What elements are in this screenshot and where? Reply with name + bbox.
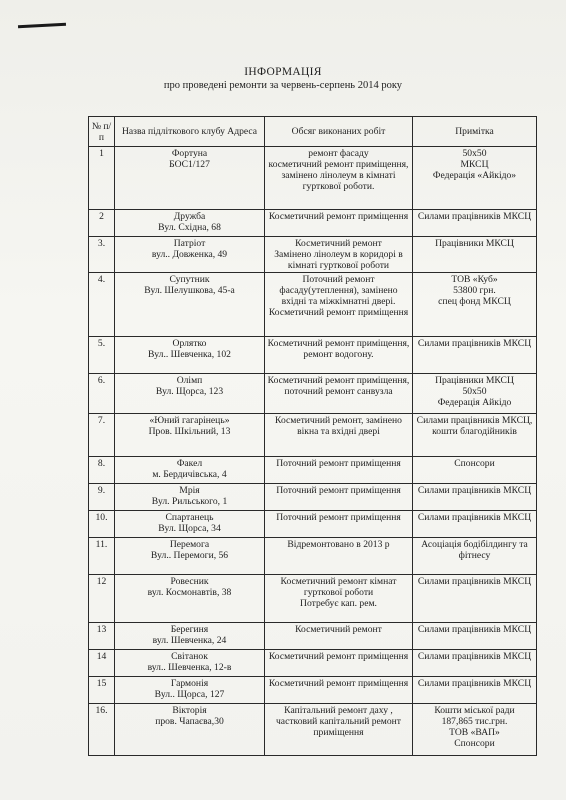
cell-note: Силами працівників МКСЦ (413, 623, 537, 650)
cell-work: Капітальний ремонт даху , частковий капітальний ремонт приміщення (265, 704, 413, 756)
cell-number: 11. (89, 538, 115, 575)
cell-note: Силами працівників МКСЦ (413, 210, 537, 237)
cell-club: Перемога Вул.. Перемоги, 56 (115, 538, 265, 575)
cell-note: ТОВ «Куб» 53800 грн. спец фонд МКСЦ (413, 273, 537, 337)
cell-number: 3. (89, 237, 115, 273)
table-row (89, 650, 537, 677)
cell-number: 13 (89, 623, 115, 650)
cell-club: Орлятко Вул.. Шевченка, 102 (115, 337, 265, 374)
cell-note: Силами працівників МКСЦ, кошти благодійників (413, 414, 537, 457)
table-body (89, 147, 537, 756)
cell-note: Силами працівників МКСЦ (413, 511, 537, 538)
cell-work: Поточний ремонт фасаду(утеплення), замінено вхідні та міжкімнатні двері. Косметичний ремонт приміщення (265, 273, 413, 337)
scan-mark (18, 23, 66, 29)
table-row (89, 575, 537, 623)
table-row (89, 677, 537, 704)
cell-work: Косметичний ремонт приміщення (265, 210, 413, 237)
table-row (89, 337, 537, 374)
cell-work: Косметичний ремонт приміщення, ремонт водогону. (265, 337, 413, 374)
cell-club: Світанок вул.. Шевченка, 12-в (115, 650, 265, 677)
column-header-number: № п/п (89, 117, 115, 147)
document-title: ІНФОРМАЦІЯ (244, 66, 322, 78)
cell-note: 50х50 МКСЦ Федерація «Айкідо» (413, 147, 537, 210)
cell-note: Силами працівників МКСЦ (413, 337, 537, 374)
cell-note: Силами працівників МКСЦ (413, 575, 537, 623)
cell-note: Працівники МКСЦ (413, 237, 537, 273)
table-row (89, 374, 537, 414)
cell-work: Косметичний ремонт приміщення (265, 677, 413, 704)
cell-number: 15 (89, 677, 115, 704)
cell-note: Силами працівників МКСЦ (413, 677, 537, 704)
cell-note: Силами працівників МКСЦ (413, 650, 537, 677)
cell-club: Фортуна БОС1/127 (115, 147, 265, 210)
cell-club: Олімп Вул. Щорса, 123 (115, 374, 265, 414)
cell-number: 14 (89, 650, 115, 677)
cell-number: 12 (89, 575, 115, 623)
cell-club: Берегиня вул. Шевченка, 24 (115, 623, 265, 650)
cell-number: 8. (89, 457, 115, 484)
cell-number: 6. (89, 374, 115, 414)
table-row (89, 273, 537, 337)
table-row (89, 457, 537, 484)
column-header-work: Обсяг виконаних робіт (265, 117, 413, 147)
cell-number: 16. (89, 704, 115, 756)
cell-note: Асоціація бодібілдингу та фітнесу (413, 538, 537, 575)
repairs-table (88, 116, 537, 756)
cell-club: Спартанець Вул. Щорса, 34 (115, 511, 265, 538)
cell-work: Косметичний ремонт, замінено вікна та вхідні двері (265, 414, 413, 457)
table-row (89, 623, 537, 650)
cell-number: 1 (89, 147, 115, 210)
cell-work: Косметичний ремонт Замінено лінолеум в коридорі в кімнаті гурткової роботи (265, 237, 413, 273)
cell-work: Косметичний ремонт кімнат гурткової роботи Потребує кап. рем. (265, 575, 413, 623)
cell-work: Поточний ремонт приміщення (265, 511, 413, 538)
cell-number: 10. (89, 511, 115, 538)
table-row (89, 484, 537, 511)
cell-work: ремонт фасаду косметичний ремонт приміщення, замінено лінолеум в кімнаті гурткової роботи. (265, 147, 413, 210)
table-row (89, 210, 537, 237)
cell-work: Косметичний ремонт приміщення (265, 650, 413, 677)
cell-number: 4. (89, 273, 115, 337)
cell-club: Гармонія Вул.. Щорса, 127 (115, 677, 265, 704)
column-header-club: Назва підліткового клубу Адреса (115, 117, 265, 147)
cell-club: Ровесник вул. Космонавтів, 38 (115, 575, 265, 623)
cell-work: Поточний ремонт приміщення (265, 484, 413, 511)
cell-number: 9. (89, 484, 115, 511)
cell-club: «Юний гагарінець» Пров. Шкільний, 13 (115, 414, 265, 457)
table-row (89, 414, 537, 457)
cell-club: Вікторія пров. Чапаєва,30 (115, 704, 265, 756)
cell-number: 7. (89, 414, 115, 457)
cell-note: Кошти міської ради 187,865 тис.грн. ТОВ «ВАП» Спонсори (413, 704, 537, 756)
cell-work: Косметичний ремонт приміщення, поточний ремонт санвузла (265, 374, 413, 414)
document-subtitle: про проведені ремонти за червень-серпень 2014 року (163, 80, 403, 91)
cell-club: Мрія Вул. Рильського, 1 (115, 484, 265, 511)
table-header-row (89, 117, 537, 147)
cell-work: Косметичний ремонт (265, 623, 413, 650)
cell-club: Супутник Вул. Шелушкова, 45-а (115, 273, 265, 337)
cell-note: Спонсори (413, 457, 537, 484)
table-row (89, 147, 537, 210)
table-row (89, 538, 537, 575)
cell-work: Поточний ремонт приміщення (265, 457, 413, 484)
cell-club: Дружба Вул. Східна, 68 (115, 210, 265, 237)
table-row (89, 237, 537, 273)
cell-number: 2 (89, 210, 115, 237)
cell-club: Факел м. Бердичівська, 4 (115, 457, 265, 484)
cell-number: 5. (89, 337, 115, 374)
cell-note: Силами працівників МКСЦ (413, 484, 537, 511)
table-row (89, 511, 537, 538)
table-row (89, 704, 537, 756)
cell-note: Працівники МКСЦ 50х50 Федерація Айкідо (413, 374, 537, 414)
cell-work: Відремонтовано в 2013 р (265, 538, 413, 575)
column-header-note: Примітка (413, 117, 537, 147)
cell-club: Патріот вул.. Довженка, 49 (115, 237, 265, 273)
